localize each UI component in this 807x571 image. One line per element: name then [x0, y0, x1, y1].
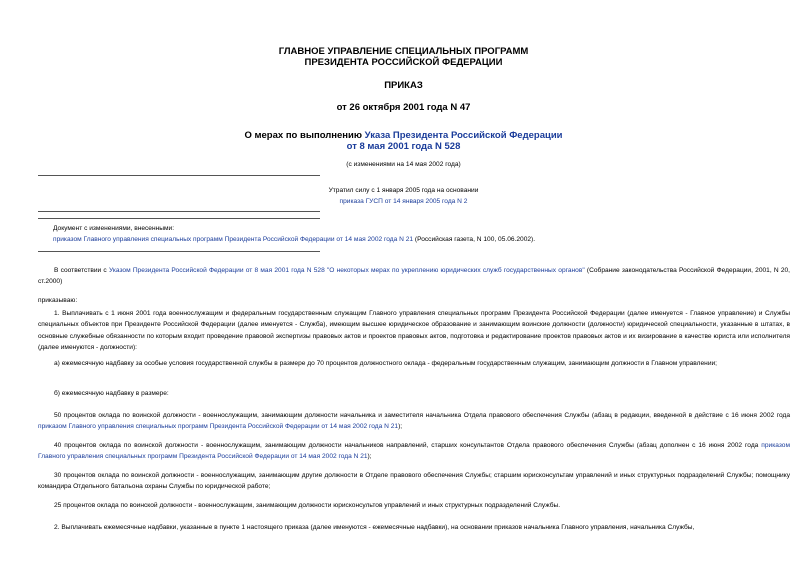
paragraph-50-percent: [38, 410, 790, 433]
p10-text: 2. Выплачивать ежемесячные надбавки, указанные в пункте 1 настоящего приказа (далее именуются - ежемесячные надбавки), на основании приказов начальника Главного управления, начальника Службы,: [54, 524, 695, 531]
paragraph-30-percent: [38, 470, 790, 493]
separator-rule: [38, 175, 320, 176]
p3-text: 1. Выплачивать с 1 июня 2001 года военнослужащим и федеральным государственным служащим Главного управления специальных программ Президента Российской Федерации (далее именуется - Главное управление) и Службы специальных объектов при Президенте Российской Федерации (далее именуется - Служба), имеющим высшее юридическое образование и занимающим воинские должности (должности) юридической специальности, указанные в штатах, в основные служебные обязанности по которым входит проведение правовой экспертизы правовых актов и проектов правовых актов, подготовка и редактирование проектов правовых актов и их визирование в качестве юриста или исполнителя (далее именуются - должности):: [38, 310, 790, 352]
p7-order-link[interactable]: приказом Главного управления специальных программ Президента Российской Федерации от 14 мая 2002 года N 21: [38, 442, 790, 461]
org-name-line2: ПРЕЗИДЕНТА РОССИЙСКОЙ ФЕДЕРАЦИИ: [304, 57, 503, 68]
paragraph-item-1a: [38, 358, 790, 369]
p6-post: );: [398, 423, 403, 431]
paragraph-25-percent: [38, 500, 790, 511]
amend-note: (с изменениями на 14 мая 2002 года): [346, 161, 461, 168]
doc-date: от 26 октября 2001 года N 47: [336, 102, 471, 113]
amendments-label: Документ с изменениями, внесенными:: [53, 225, 175, 232]
separator-rule: [38, 251, 320, 252]
p6-pre: 50 процентов оклада по воинской должности - военнослужащим, занимающим должности начальника и заместителя начальника Отдела правового обеспечения Службы (абзац в редакции, введенной в действие с 16 июня 2002 года: [54, 412, 790, 419]
doc-type: ПРИКАЗ: [384, 80, 423, 91]
paragraph-item-1: [38, 308, 790, 354]
doc-title-line2: [0, 141, 807, 152]
amendments-line: [53, 234, 793, 245]
separator-rule: [38, 211, 320, 212]
p6-order-link[interactable]: приказом Главного управления специальных программ Президента Российской Федерации от 14 мая 2002 года N 21: [38, 423, 399, 431]
p4-text: а) ежемесячную надбавку за особые условия государственной службы в размере до 70 процентов должностного оклада - федеральным государственным служащим, занимающим должности в Главном управлении;: [54, 360, 718, 367]
org-name-line1: ГЛАВНОЕ УПРАВЛЕНИЕ СПЕЦИАЛЬНЫХ ПРОГРАММ: [278, 46, 529, 57]
p1-pre: В соответствии с: [54, 267, 109, 274]
p5-text: б) ежемесячную надбавку в размере:: [54, 390, 169, 397]
separator-rule: [38, 218, 320, 219]
lost-force-link[interactable]: приказа ГУСП от 14 января 2005 года N 2: [339, 198, 468, 205]
paragraph-40-percent: [38, 440, 790, 463]
paragraph-item-1b: [38, 388, 790, 399]
lost-force-link-row: [0, 196, 807, 207]
p1-post: (Собрание законодательства Российской Федерации, 2001, N 20, ст.2000): [38, 267, 791, 286]
title-prefix: О мерах по выполнению: [244, 130, 365, 141]
p9-text: 25 процентов оклада по воинской должности - военнослужащим, занимающим должности юрисконсультов управлений и иных структурных подразделений Службы.: [54, 502, 561, 509]
amendments-tail: (Российская газета, N 100, 05.06.2002).: [413, 236, 536, 243]
amendments-link[interactable]: приказом Главного управления специальных программ Президента Российской Федерации от 14 мая 2002 года N 21: [53, 236, 414, 243]
doc-title: [0, 130, 807, 141]
paragraph-preamble: [38, 265, 790, 288]
p7-post: );: [367, 453, 372, 461]
p8-text: 30 процентов оклада по воинской должности - военнослужащим, занимающим другие должности в Отделе правового обеспечения Службы; старшим юрисконсультам управлений и иных структурных подразделений Службы; помощнику командира Отдельного батальона охраны Службы по юридической работе;: [38, 472, 790, 491]
paragraph-order: приказываю:: [38, 297, 78, 304]
lost-force-text: Утратил силу с 1 января 2005 года на основании: [328, 187, 479, 194]
title-decree-link-line2[interactable]: от 8 мая 2001 года N 528: [346, 141, 461, 152]
p1-decree-link[interactable]: Указом Президента Российской Федерации от 8 мая 2001 года N 528 "О некоторых мерах по укреплению юридических служб государственных органов": [108, 267, 585, 274]
paragraph-item-2: [38, 522, 790, 534]
p7-pre: 40 процентов оклада по воинской должности - военнослужащим, занимающим должности начальников направлений, старших консультантов Отдела правового обеспечения Службы (абзац дополнен с 16 июня 2002 года: [54, 442, 762, 449]
title-decree-link[interactable]: Указа Президента Российской Федерации: [364, 130, 563, 141]
